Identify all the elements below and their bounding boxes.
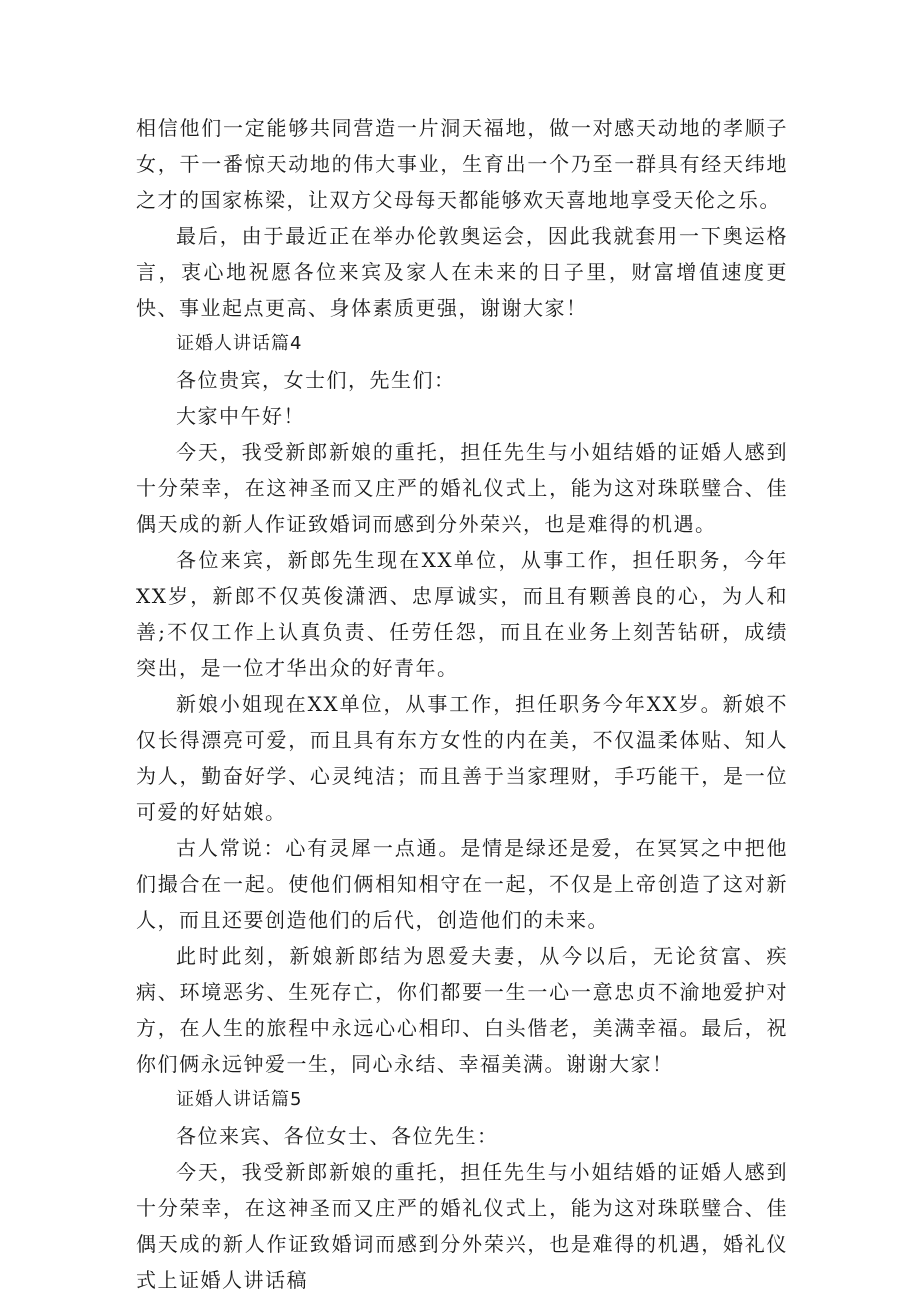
paragraph: 各位来宾、各位女士、各位先生： [176, 1124, 499, 1148]
paragraph: 今天，我受新郎新娘的重托，担任先生与小姐结婚的证婚人感到十分荣幸，在这神圣而又庄严的婚礼仪式上，能为这对珠联璧合、佳偶天成的新人作证致婚词而感到分外荣兴，也是难得的机遇，婚礼仪式上证婚人讲话稿 [136, 1160, 788, 1292]
paragraph: 各位来宾，新郎先生现在XX单位，从事工作，担任职务，今年XX岁，新郎不仅英俊潇洒、忠厚诚实，而且有颗善良的心，为人和善;不仅工作上认真负责、任劳任怨，而且在业务上刻苦钻研，成绩突出，是一位才华出众的好青年。 [136, 548, 788, 680]
paragraph: 古人常说：心有灵犀一点通。是情是绿还是爱，在冥冥之中把他们撮合在一起。使他们俩相知相守在一起，不仅是上帝创造了这对新人，而且还要创造他们的后代，创造他们的未来。 [136, 836, 788, 932]
paragraph: 今天，我受新郎新娘的重托，担任先生与小姐结婚的证婚人感到十分荣幸，在这神圣而又庄严的婚礼仪式上，能为这对珠联璧合、佳偶天成的新人作证致婚词而感到分外荣兴，也是难得的机遇。 [136, 440, 788, 536]
section-heading: 证婚人讲话篇4 [176, 333, 303, 354]
document-body [136, 110, 788, 1298]
section-heading: 证婚人讲话篇5 [176, 1089, 303, 1110]
paragraph: 最后，由于最近正在举办伦敦奥运会，因此我就套用一下奥运格言，衷心地祝愿各位来宾及家人在未来的日子里，财富增值速度更快、事业起点更高、身体素质更强，谢谢大家！ [136, 224, 788, 320]
paragraph: 大家中午好！ [176, 404, 305, 428]
paragraph: 此时此刻，新娘新郎结为恩爱夫妻，从今以后，无论贫富、疾病、环境恶劣、生死存亡，你们都要一生一心一意忠贞不渝地爱护对方，在人生的旅程中永远心心相印、白头偕老，美满幸福。最后，祝你们俩永远钟爱一生，同心永结、幸福美满。谢谢大家！ [136, 944, 788, 1076]
paragraph: 各位贵宾，女士们，先生们： [176, 368, 456, 392]
paragraph: 相信他们一定能够共同营造一片洞天福地，做一对感天动地的孝顺子女，干一番惊天动地的伟大事业，生育出一个乃至一群具有经天纬地之才的国家栋梁，让双方父母每天都能够欢天喜地地享受天伦之乐。 [136, 116, 788, 212]
paragraph: 新娘小姐现在XX单位，从事工作，担任职务今年XX岁。新娘不仅长得漂亮可爱，而且具有东方女性的内在美，不仅温柔体贴、知人为人，勤奋好学、心灵纯洁；而且善于当家理财，手巧能干，是一位可爱的好姑娘。 [136, 692, 788, 824]
